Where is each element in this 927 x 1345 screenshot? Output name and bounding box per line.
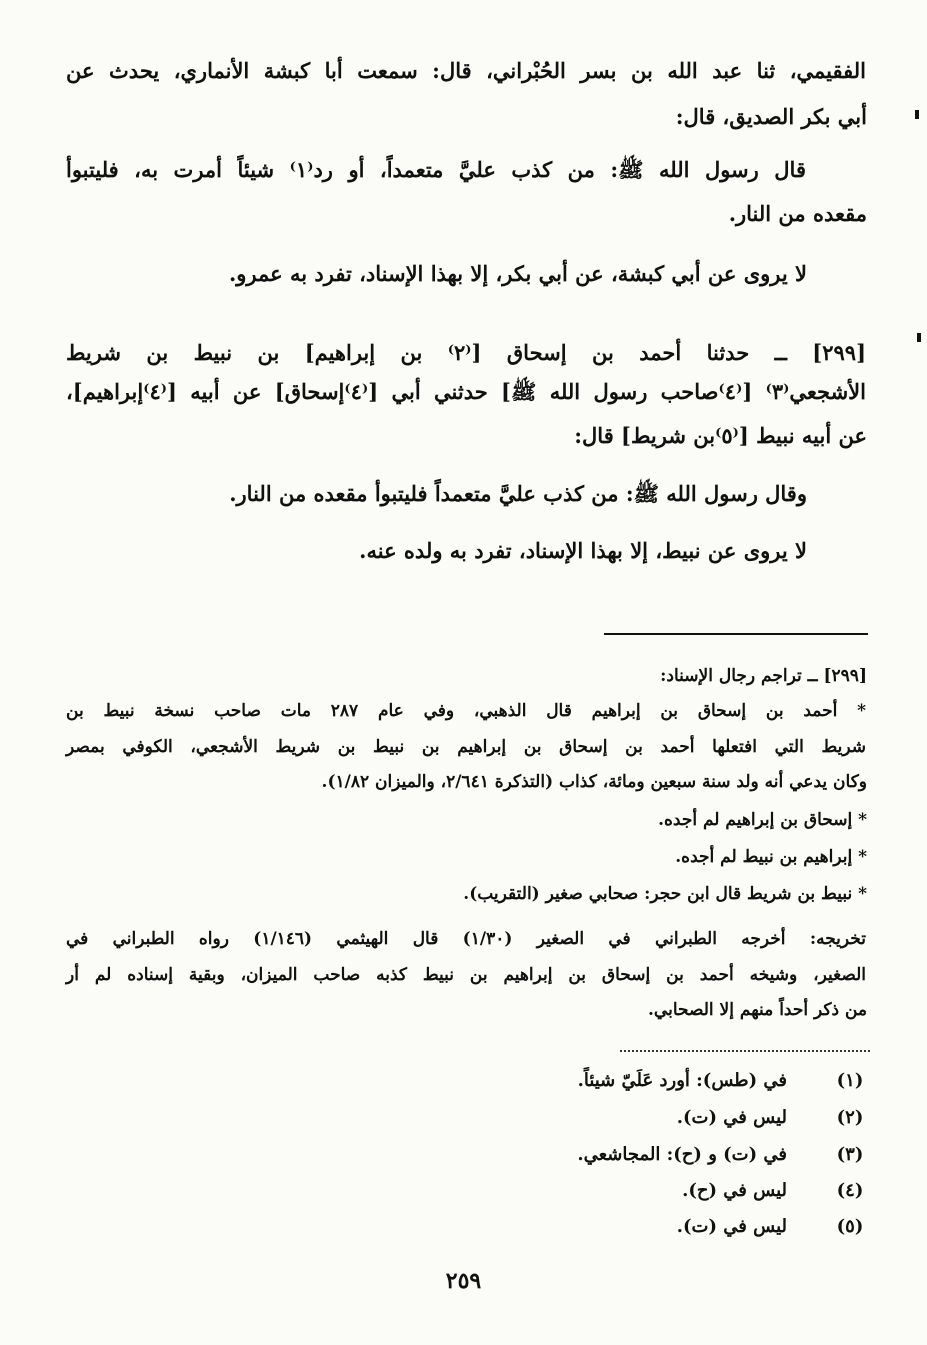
note-line: شريط التي افتعلها أحمد بن إسحاق بن إبراهيم بن نبيط بن شريط الأشجعي، الكوفي بمصر bbox=[66, 737, 866, 757]
main-text-line: الأشجعي⁽٣⁾ [⁽٤⁾صاحب رسول الله ﷺ] حدثني أبي [⁽٤⁾إسحاق] عن أبيه [⁽٤⁾إبراهيم]، bbox=[66, 379, 866, 404]
footnote-number: (٥) bbox=[836, 1216, 864, 1237]
note-line: * أحمد بن إسحاق بن إبراهيم قال الذهبي، وفي عام ٢٨٧ مات صاحب نسخة نبيط بن bbox=[66, 701, 866, 721]
footnote-text: ليس في (ت). bbox=[676, 1107, 787, 1128]
note-line: وكان يدعي أنه ولد سنة سبعين ومائة، كذاب (التذكرة ٢/٦٤١، والميزان ١/٨٢). bbox=[321, 772, 867, 792]
notes-heading: [٢٩٩] ــ تراجم رجال الإسناد: bbox=[660, 666, 867, 686]
notes-separator bbox=[604, 633, 868, 635]
main-text-line: لا يروى عن نبيط، إلا بهذا الإسناد، تفرد به ولده عنه. bbox=[359, 538, 807, 563]
note-line: من ذكر أحداً منهم إلا الصحابي. bbox=[648, 1000, 867, 1020]
margin-mark bbox=[915, 110, 919, 119]
note-line: الصغير، وشيخه أحمد بن إسحاق بن إبراهيم بن نبيط كذبه صاحب الميزان، وبقية إسناده لم أر bbox=[66, 965, 866, 985]
main-text-line: عن أبيه نبيط [⁽٥⁾بن شريط] قال: bbox=[574, 423, 867, 448]
note-line: * إبراهيم بن نبيط لم أجده. bbox=[675, 847, 867, 867]
main-text-line: قال رسول الله ﷺ: من كذب عليَّ متعمداً، أو رد⁽١⁾ شيئاً أمرت به، فليتبوأ bbox=[66, 157, 806, 182]
main-text-line: أبي بكر الصديق، قال: bbox=[675, 104, 867, 129]
footnotes-separator bbox=[620, 1050, 870, 1052]
footnote-item bbox=[0, 1144, 927, 1172]
note-line: * إسحاق بن إبراهيم لم أجده. bbox=[658, 810, 867, 830]
footnote-text: ليس في (ح). bbox=[682, 1180, 787, 1201]
footnote-number: (٣) bbox=[836, 1144, 864, 1165]
footnote-item bbox=[0, 1180, 927, 1208]
footnote-number: (١) bbox=[836, 1070, 864, 1091]
footnote-item bbox=[0, 1107, 927, 1135]
main-text-line: لا يروى عن أبي كبشة، عن أبي بكر، إلا بهذا الإسناد، تفرد به عمرو. bbox=[228, 261, 807, 286]
footnote-text: ليس في (ت). bbox=[676, 1216, 787, 1237]
hadith-heading-line: [٢٩٩] ــ حدثنا أحمد بن إسحاق [⁽٢⁾ بن إبراهيم] بن نبيط بن شريط bbox=[66, 340, 867, 365]
footnote-item bbox=[0, 1070, 927, 1098]
main-text-line: الفقيمي، ثنا عبد الله بن بسر الحُبْراني، قال: سمعت أبا كبشة الأنماري، يحدث عن bbox=[66, 58, 866, 83]
page-number: ٢٥٩ bbox=[445, 1268, 482, 1294]
footnote-number: (٤) bbox=[836, 1180, 864, 1201]
footnote-text: في (طس): أورد عَلَيّ شيئاً. bbox=[577, 1070, 787, 1091]
margin-mark bbox=[917, 333, 921, 342]
footnote-text: في (ت) و (ح): المجاشعي. bbox=[577, 1144, 787, 1165]
note-line: تخريجه: أخرجه الطبراني في الصغير (١/٣٠) قال الهيثمي (١/١٤٦) رواه الطبراني في bbox=[66, 929, 866, 949]
footnote-item bbox=[0, 1216, 927, 1244]
note-line: * نبيط بن شريط قال ابن حجر: صحابي صغير (التقريب). bbox=[463, 884, 867, 904]
main-text-line: وقال رسول الله ﷺ: من كذب عليَّ متعمداً فليتبوأ مقعده من النار. bbox=[229, 481, 807, 506]
main-text-line: مقعده من النار. bbox=[728, 201, 867, 226]
footnote-number: (٢) bbox=[836, 1107, 864, 1128]
